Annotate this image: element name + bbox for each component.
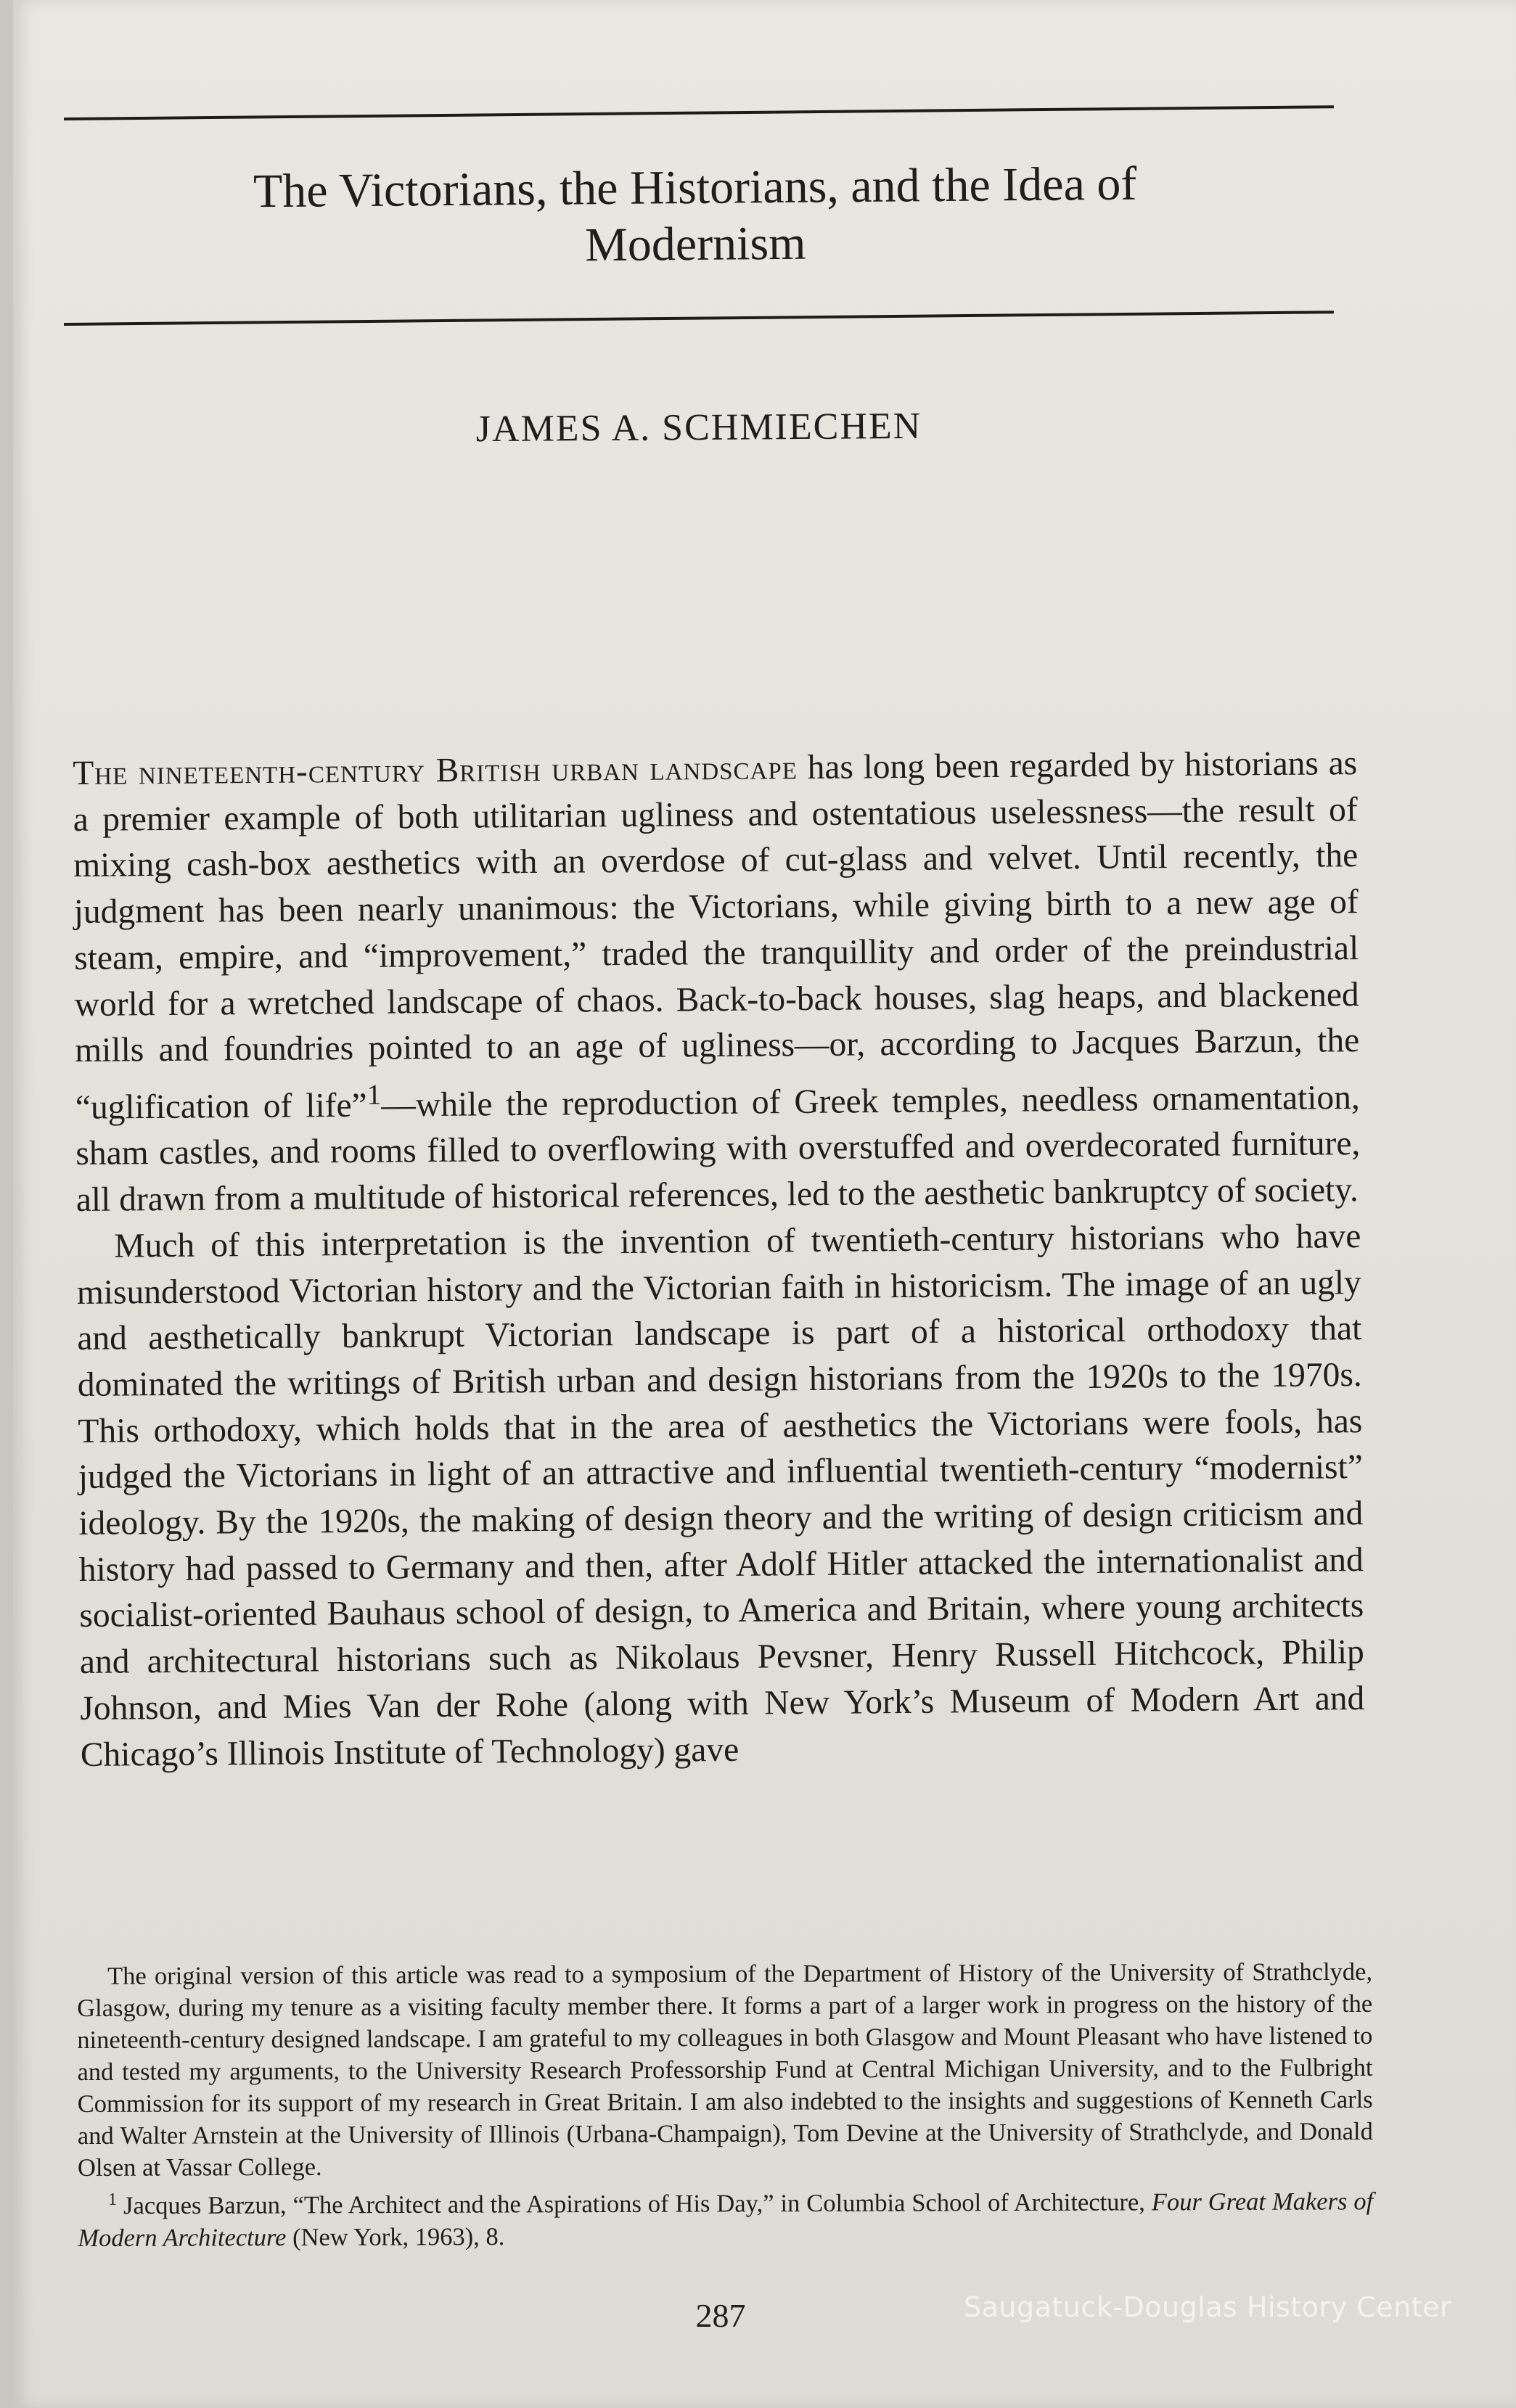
title-bottom-rule (64, 311, 1334, 326)
paragraph-1-text: has long been regarded by historians as a premier example of both utilitarian ugliness and ostentatious uselessness—the result of mixing cash-box aesthetics with an overdose of cut-glass and velvet. Until recently, the judgment has been nearly unanimous: the Victorians, while giving birth to a new age of steam, empire, and “improvement,” traded the tranquillity and order of the preindustrial world for a wretched landscape of chaos. Back-to-back houses, slag heaps, and blackened mills and foundries pointed to an age of ugliness—or, according to Jacques Barzun, the “uglification of life” (73, 744, 1360, 1127)
footnote-1-text: Jacques Barzun, “The Architect and the Aspirations of His Day,” in Columbia School of Architecture, (117, 2188, 1152, 2220)
paragraph-1-tail: —while the reproduction of Greek temples, needless ornamentation, sham castles, and rooms filled to overflowing with overstuffed and overdecorated furniture, all drawn from a multitude of historical references, led to the aesthetic bankruptcy of society. (75, 1078, 1361, 1220)
scanned-page (13, 0, 1516, 2408)
title-line-2: Modernism (584, 216, 806, 272)
paragraph-lead-smallcaps: The nineteenth-century British urban landscape (73, 749, 798, 792)
footnote-ref-1: 1 (366, 1078, 382, 1111)
footnote-1-book-title: Four Great Makers of Modern Architecture (78, 2187, 1374, 2252)
paragraph-1 (73, 741, 1361, 1224)
author-name: JAMES A. SCHMIECHEN (475, 405, 922, 451)
footnote-1-end: (New York, 1963), 8. (286, 2222, 505, 2251)
title-top-rule (64, 105, 1334, 120)
footnote-1-marker: 1 (108, 2190, 118, 2209)
article-body (73, 741, 1365, 1778)
page-number: 287 (695, 2297, 746, 2334)
title-line-1: The Victorians, the Historians, and the Idea of (253, 157, 1137, 218)
paragraph-2: Much of this interpretation is the invention of twentieth-century historians who have misunderstood Victorian history and the Victorian faith in historicism. The image of an ugly and aesthetically bankrupt Victorian landscape is part of a historical orthodoxy that dominated the writings of British urban and design historians from the 1920s to the 1970s. This orthodoxy, which holds that in the area of aesthetics the Victorians were fools, has judged the Victorians in light of an attractive and influential twentieth-century “modernist” ideology. By the 1920s, the making of design theory and the writing of design criticism and history had passed to Germany and then, after Adolf Hitler attacked the internationalist and socialist-oriented Bauhaus school of design, to America and Britain, where young architects and architectural historians such as Nikolaus Pevsner, Henry Russell Hitchcock, Philip Johnson, and Mies Van der Rohe (along with New York’s Museum of Modern Art and Chicago’s Illinois Institute of Technology) gave (76, 1217, 1365, 1774)
footnote-1 (78, 2179, 1373, 2254)
footnote-acknowledgment: The original version of this article was read to a symposium of the Department of History of the University of Strathclyde, Glasgow, during my tenure as a visiting faculty member there. It forms a part of a larger work in progress on the history of the nineteenth-century designed landscape. I am grateful to my colleagues in both Glasgow and Mount Pleasant who have listened to and tested my arguments, to the University Research Professorship Fund at Central Michigan University, and to the Fulbright Commission for its support of my research in Great Britain. I am also indebted to the insights and suggestions of Kenneth Carls and Walter Arnstein at the University of Illinois (Urbana-Champaign), Tom Devine at the University of Strathclyde, and Donald Olsen at Vassar College. (77, 1957, 1373, 2182)
watermark-text: Saugatuck-Douglas History Center (964, 2291, 1452, 2323)
article-title (99, 155, 1290, 278)
footnotes (77, 1956, 1373, 2254)
